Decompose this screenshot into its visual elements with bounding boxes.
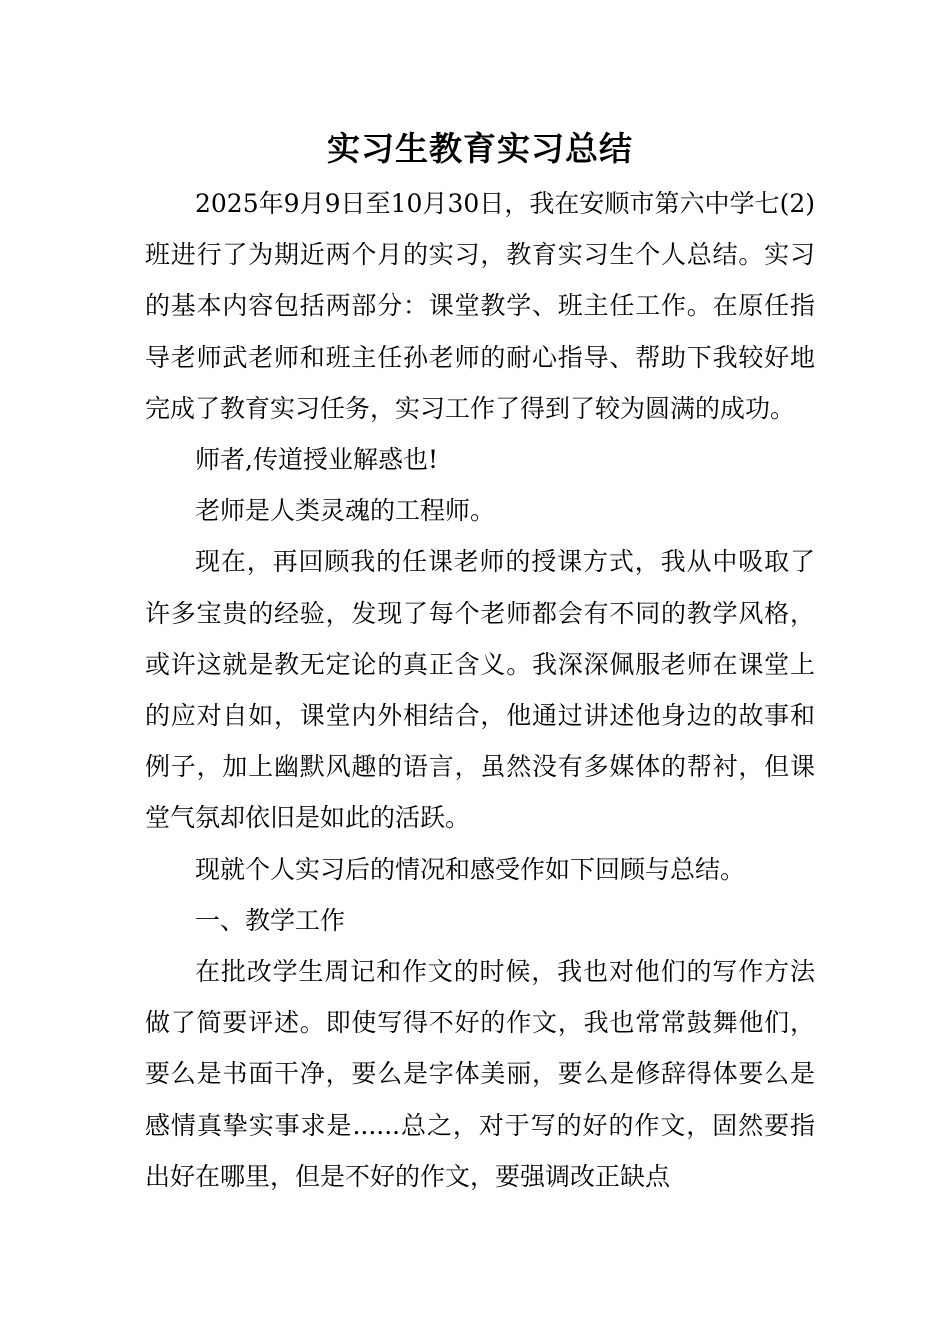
- paragraph-review: 现在，再回顾我的任课老师的授课方式，我从中吸取了许多宝贵的经验，发现了每个老师都会有不同的教学风格，或许这就是教无定论的真正含义。我深深佩服老师在课堂上的应对自如，课堂内外相结合，他通过讲述他身边的故事和例子，加上幽默风趣的语言，虽然没有多媒体的帮衬，但课堂气氛却依旧是如此的活跃。: [145, 547, 815, 833]
- paragraph-quote: 师者,传道授业解惑也!: [195, 445, 438, 475]
- paragraph-grading: 在批改学生周记和作文的时候，我也对他们的写作方法做了简要评述。即使写得不好的作文，我也常常鼓舞他们，要么是书面干净，要么是字体美丽，要么是修辞得体要么是感情真挚实事求是......总之，对于写的好的作文，固然要指出好在哪里，但是不好的作文，要强调改正缺点: [145, 957, 815, 1191]
- paragraph-summary-intro: 现就个人实习后的情况和感受作如下回顾与总结。: [195, 854, 746, 884]
- paragraph-intro: 2025年9月9日至10月30日，我在安顺市第六中学七(2)班进行了为期近两个月的实习，教育实习生个人总结。实习的基本内容包括两部分：课堂教学、班主任工作。在原任指导老师武老师和班主任孙老师的耐心指导、帮助下我较好地完成了教育实习任务，实习工作了得到了较为圆满的成功。: [145, 189, 815, 423]
- document-title: 实习生教育实习总结: [327, 129, 633, 168]
- section-heading-teaching: 一、教学工作: [195, 905, 346, 935]
- paragraph-teacher-engineer: 老师是人类灵魂的工程师。: [195, 496, 496, 526]
- document-body: [145, 178, 815, 1202]
